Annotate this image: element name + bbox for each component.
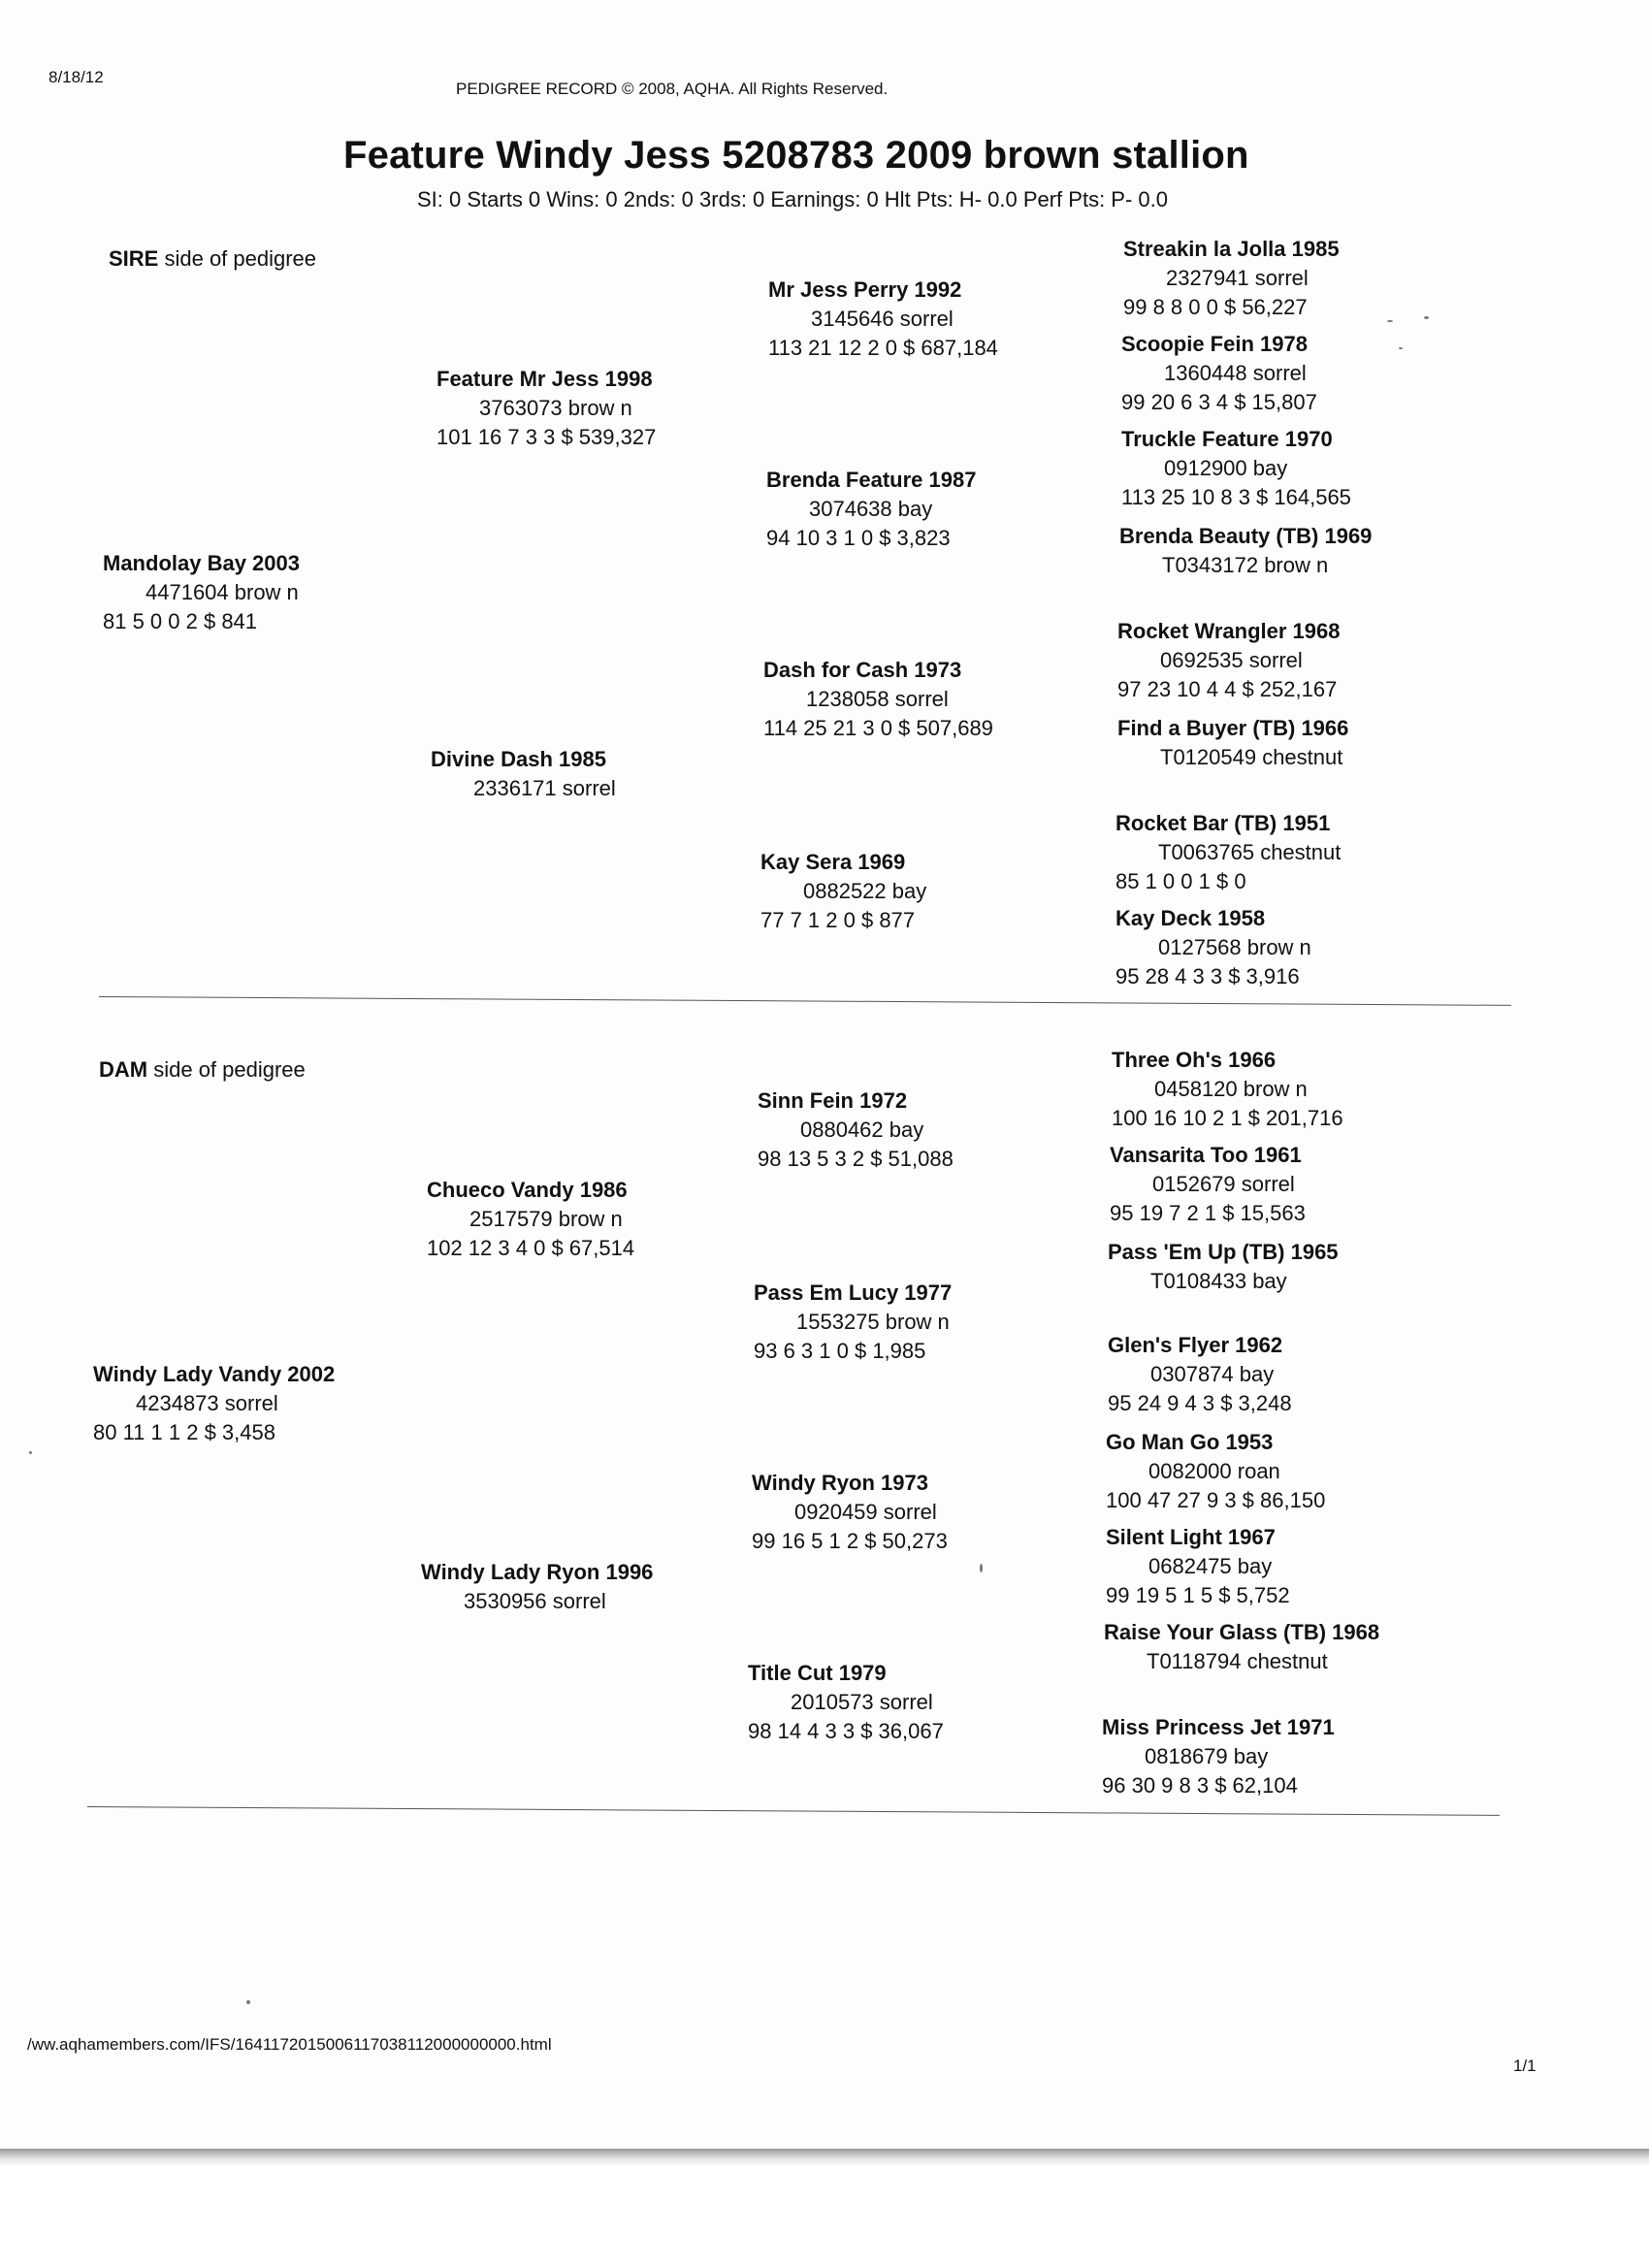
horse-record: 98 13 5 3 2 $ 51,088 xyxy=(758,1147,954,1171)
horse-name: Mr Jess Perry 1992 xyxy=(768,277,962,302)
pedigree-entry-gen4 xyxy=(1108,1238,1339,1296)
horse-registration: 0082000 roan xyxy=(1148,1459,1280,1483)
pedigree-entry-gen3 xyxy=(748,1659,944,1746)
horse-record: 113 25 10 8 3 $ 164,565 xyxy=(1121,485,1351,509)
horse-record: 100 16 10 2 1 $ 201,716 xyxy=(1112,1106,1343,1130)
horse-name: Streakin la Jolla 1985 xyxy=(1123,237,1340,261)
horse-name: Glen's Flyer 1962 xyxy=(1108,1333,1283,1357)
page-number: 1/1 xyxy=(1513,2057,1536,2075)
horse-name: Windy Lady Vandy 2002 xyxy=(93,1362,336,1386)
horse-name: Brenda Beauty (TB) 1969 xyxy=(1119,524,1373,548)
horse-record: 114 25 21 3 0 $ 507,689 xyxy=(763,716,993,740)
pedigree-entry-gen3 xyxy=(758,1086,954,1174)
horse-name: Chueco Vandy 1986 xyxy=(427,1178,628,1202)
copyright-line: PEDIGREE RECORD © 2008, AQHA. All Rights Reserved. xyxy=(456,80,889,98)
performance-summary: SI: 0 Starts 0 Wins: 0 2nds: 0 3rds: 0 Earnings: 0 Hlt Pts: H- 0.0 Perf Pts: P- 0.0 xyxy=(417,187,1168,211)
horse-name: Three Oh's 1966 xyxy=(1112,1048,1277,1072)
horse-registration: 2010573 sorrel xyxy=(791,1690,933,1714)
horse-name: Rocket Wrangler 1968 xyxy=(1117,619,1341,643)
horse-registration: 2327941 sorrel xyxy=(1166,266,1309,290)
horse-registration: T0120549 chestnut xyxy=(1160,745,1343,769)
pedigree-entry-gen4 xyxy=(1108,1331,1292,1418)
horse-registration: 3530956 sorrel xyxy=(464,1589,606,1613)
dam-side-label: DAM side of pedigree xyxy=(99,1057,306,1082)
horse-record: 95 24 9 4 3 $ 3,248 xyxy=(1108,1391,1292,1415)
pedigree-entry-gen3 xyxy=(760,848,926,935)
horse-name: Miss Princess Jet 1971 xyxy=(1102,1715,1335,1739)
horse-record: 113 21 12 2 0 $ 687,184 xyxy=(768,336,998,360)
horse-name: Sinn Fein 1972 xyxy=(758,1088,908,1113)
horse-registration: 3145646 sorrel xyxy=(811,307,954,331)
pedigree-entry-gen4 xyxy=(1106,1428,1325,1515)
pedigree-entry-gen4 xyxy=(1117,617,1340,704)
horse-name: Kay Sera 1969 xyxy=(760,850,906,874)
horse-registration: 1553275 brow n xyxy=(796,1310,950,1334)
horse-record: 77 7 1 2 0 $ 877 xyxy=(760,908,916,932)
horse-registration: 0127568 brow n xyxy=(1158,935,1311,959)
horse-record: 81 5 0 0 2 $ 841 xyxy=(103,609,258,633)
horse-name: Find a Buyer (TB) 1966 xyxy=(1117,716,1349,740)
scan-speck xyxy=(1387,320,1393,322)
scan-speck xyxy=(1399,347,1403,349)
horse-registration: 0818679 bay xyxy=(1145,1744,1269,1768)
horse-name: Title Cut 1979 xyxy=(748,1661,887,1685)
horse-registration: 4234873 sorrel xyxy=(136,1391,278,1415)
horse-record: 94 10 3 1 0 $ 3,823 xyxy=(766,526,951,550)
pedigree-entry-gen4 xyxy=(1112,1046,1343,1133)
horse-registration: 0458120 brow n xyxy=(1154,1077,1308,1101)
horse-name: Windy Lady Ryon 1996 xyxy=(421,1560,654,1584)
horse-name: Brenda Feature 1987 xyxy=(766,468,977,492)
horse-name: Windy Ryon 1973 xyxy=(752,1471,928,1495)
pedigree-entry-gen3 xyxy=(754,1279,952,1366)
pedigree-entry-gen4 xyxy=(1106,1523,1290,1610)
source-url: /ww.aqhamembers.com/IFS/1641172015006117038112000000000.html xyxy=(27,2035,552,2054)
horse-record: 96 30 9 8 3 $ 62,104 xyxy=(1102,1773,1298,1798)
scan-speck xyxy=(246,2000,250,2004)
pedigree-entry-gen4 xyxy=(1102,1713,1335,1800)
sire-dam-entry xyxy=(431,745,616,803)
pedigree-entry-gen3 xyxy=(766,466,976,553)
horse-registration: 0920459 sorrel xyxy=(794,1500,937,1524)
horse-record: 80 11 1 1 2 $ 3,458 xyxy=(93,1420,275,1444)
horse-registration: 0692535 sorrel xyxy=(1160,648,1303,672)
page-title: Feature Windy Jess 5208783 2009 brown stallion xyxy=(343,134,1249,177)
horse-name: Pass Em Lucy 1977 xyxy=(754,1280,953,1305)
horse-name: Feature Mr Jess 1998 xyxy=(436,367,653,391)
pedigree-entry-gen4 xyxy=(1121,330,1317,417)
horse-name: Rocket Bar (TB) 1951 xyxy=(1116,811,1331,835)
horse-name: Vansarita Too 1961 xyxy=(1110,1143,1302,1167)
pedigree-entry-gen3 xyxy=(768,275,998,363)
horse-registration: 2517579 brow n xyxy=(469,1207,623,1231)
pedigree-entry-gen4 xyxy=(1119,522,1372,580)
horse-registration: 3763073 brow n xyxy=(479,396,632,420)
horse-registration: T0063765 chestnut xyxy=(1158,840,1342,864)
pedigree-entry-gen4 xyxy=(1104,1618,1379,1676)
horse-name: Scoopie Fein 1978 xyxy=(1121,332,1308,356)
horse-registration: 0682475 bay xyxy=(1148,1554,1273,1578)
horse-name: Mandolay Bay 2003 xyxy=(103,551,300,575)
pedigree-entry-gen3 xyxy=(763,656,993,743)
horse-registration: 4471604 brow n xyxy=(146,580,299,604)
pedigree-entry-gen4 xyxy=(1121,425,1351,512)
horse-registration: 1360448 sorrel xyxy=(1164,361,1307,385)
pedigree-entry-gen4 xyxy=(1116,904,1311,991)
horse-registration: 1238058 sorrel xyxy=(806,687,949,711)
pedigree-entry-gen3 xyxy=(752,1469,948,1556)
scan-speck xyxy=(980,1564,983,1572)
dam-dam-entry xyxy=(421,1558,653,1616)
horse-record: 93 6 3 1 0 $ 1,985 xyxy=(754,1339,926,1363)
horse-registration: 0307874 bay xyxy=(1150,1362,1275,1386)
print-date: 8/18/12 xyxy=(48,68,104,86)
horse-name: Silent Light 1967 xyxy=(1106,1525,1276,1549)
sire-side-label: SIRE side of pedigree xyxy=(109,246,317,271)
horse-record: 102 12 3 4 0 $ 67,514 xyxy=(427,1236,635,1260)
horse-record: 101 16 7 3 3 $ 539,327 xyxy=(436,425,657,449)
horse-registration: 0882522 bay xyxy=(803,879,927,903)
horse-registration: 2336171 sorrel xyxy=(473,776,616,800)
horse-name: Dash for Cash 1973 xyxy=(763,658,962,682)
horse-record: 97 23 10 4 4 $ 252,167 xyxy=(1117,677,1338,701)
horse-registration: T0108433 bay xyxy=(1150,1269,1287,1293)
horse-name: Truckle Feature 1970 xyxy=(1121,427,1333,451)
horse-record: 95 19 7 2 1 $ 15,563 xyxy=(1110,1201,1306,1225)
horse-registration: 0912900 bay xyxy=(1164,456,1288,480)
horse-registration: T0118794 chestnut xyxy=(1147,1649,1328,1673)
horse-record: 99 20 6 3 4 $ 15,807 xyxy=(1121,390,1317,414)
horse-record: 99 16 5 1 2 $ 50,273 xyxy=(752,1529,948,1553)
sire-entry xyxy=(103,549,300,636)
horse-name: Kay Deck 1958 xyxy=(1116,906,1266,930)
dam-entry xyxy=(93,1360,335,1447)
pedigree-entry-gen4 xyxy=(1116,809,1341,896)
scan-edge xyxy=(0,2149,1649,2166)
horse-name: Go Man Go 1953 xyxy=(1106,1430,1274,1454)
horse-registration: 3074638 bay xyxy=(809,497,933,521)
horse-name: Divine Dash 1985 xyxy=(431,747,606,771)
horse-registration: T0343172 brow n xyxy=(1162,553,1329,577)
horse-name: Pass 'Em Up (TB) 1965 xyxy=(1108,1240,1339,1264)
horse-registration: 0152679 sorrel xyxy=(1152,1172,1295,1196)
horse-record: 99 8 8 0 0 $ 56,227 xyxy=(1123,295,1308,319)
horse-record: 99 19 5 1 5 $ 5,752 xyxy=(1106,1583,1290,1607)
pedigree-entry-gen4 xyxy=(1110,1141,1306,1228)
horse-record: 100 47 27 9 3 $ 86,150 xyxy=(1106,1488,1326,1512)
scan-speck xyxy=(29,1451,32,1454)
pedigree-entry-gen4 xyxy=(1123,235,1340,322)
horse-record: 85 1 0 0 1 $ 0 xyxy=(1116,869,1246,893)
pedigree-entry-gen4 xyxy=(1117,714,1348,772)
section-divider xyxy=(87,1806,1500,1816)
section-divider xyxy=(99,996,1511,1006)
sire-sire-entry xyxy=(436,365,656,452)
horse-record: 98 14 4 3 3 $ 36,067 xyxy=(748,1719,944,1743)
dam-sire-entry xyxy=(427,1176,634,1263)
scan-speck xyxy=(1424,316,1429,319)
horse-registration: 0880462 bay xyxy=(800,1118,924,1142)
horse-record: 95 28 4 3 3 $ 3,916 xyxy=(1116,964,1300,988)
horse-name: Raise Your Glass (TB) 1968 xyxy=(1104,1620,1380,1644)
